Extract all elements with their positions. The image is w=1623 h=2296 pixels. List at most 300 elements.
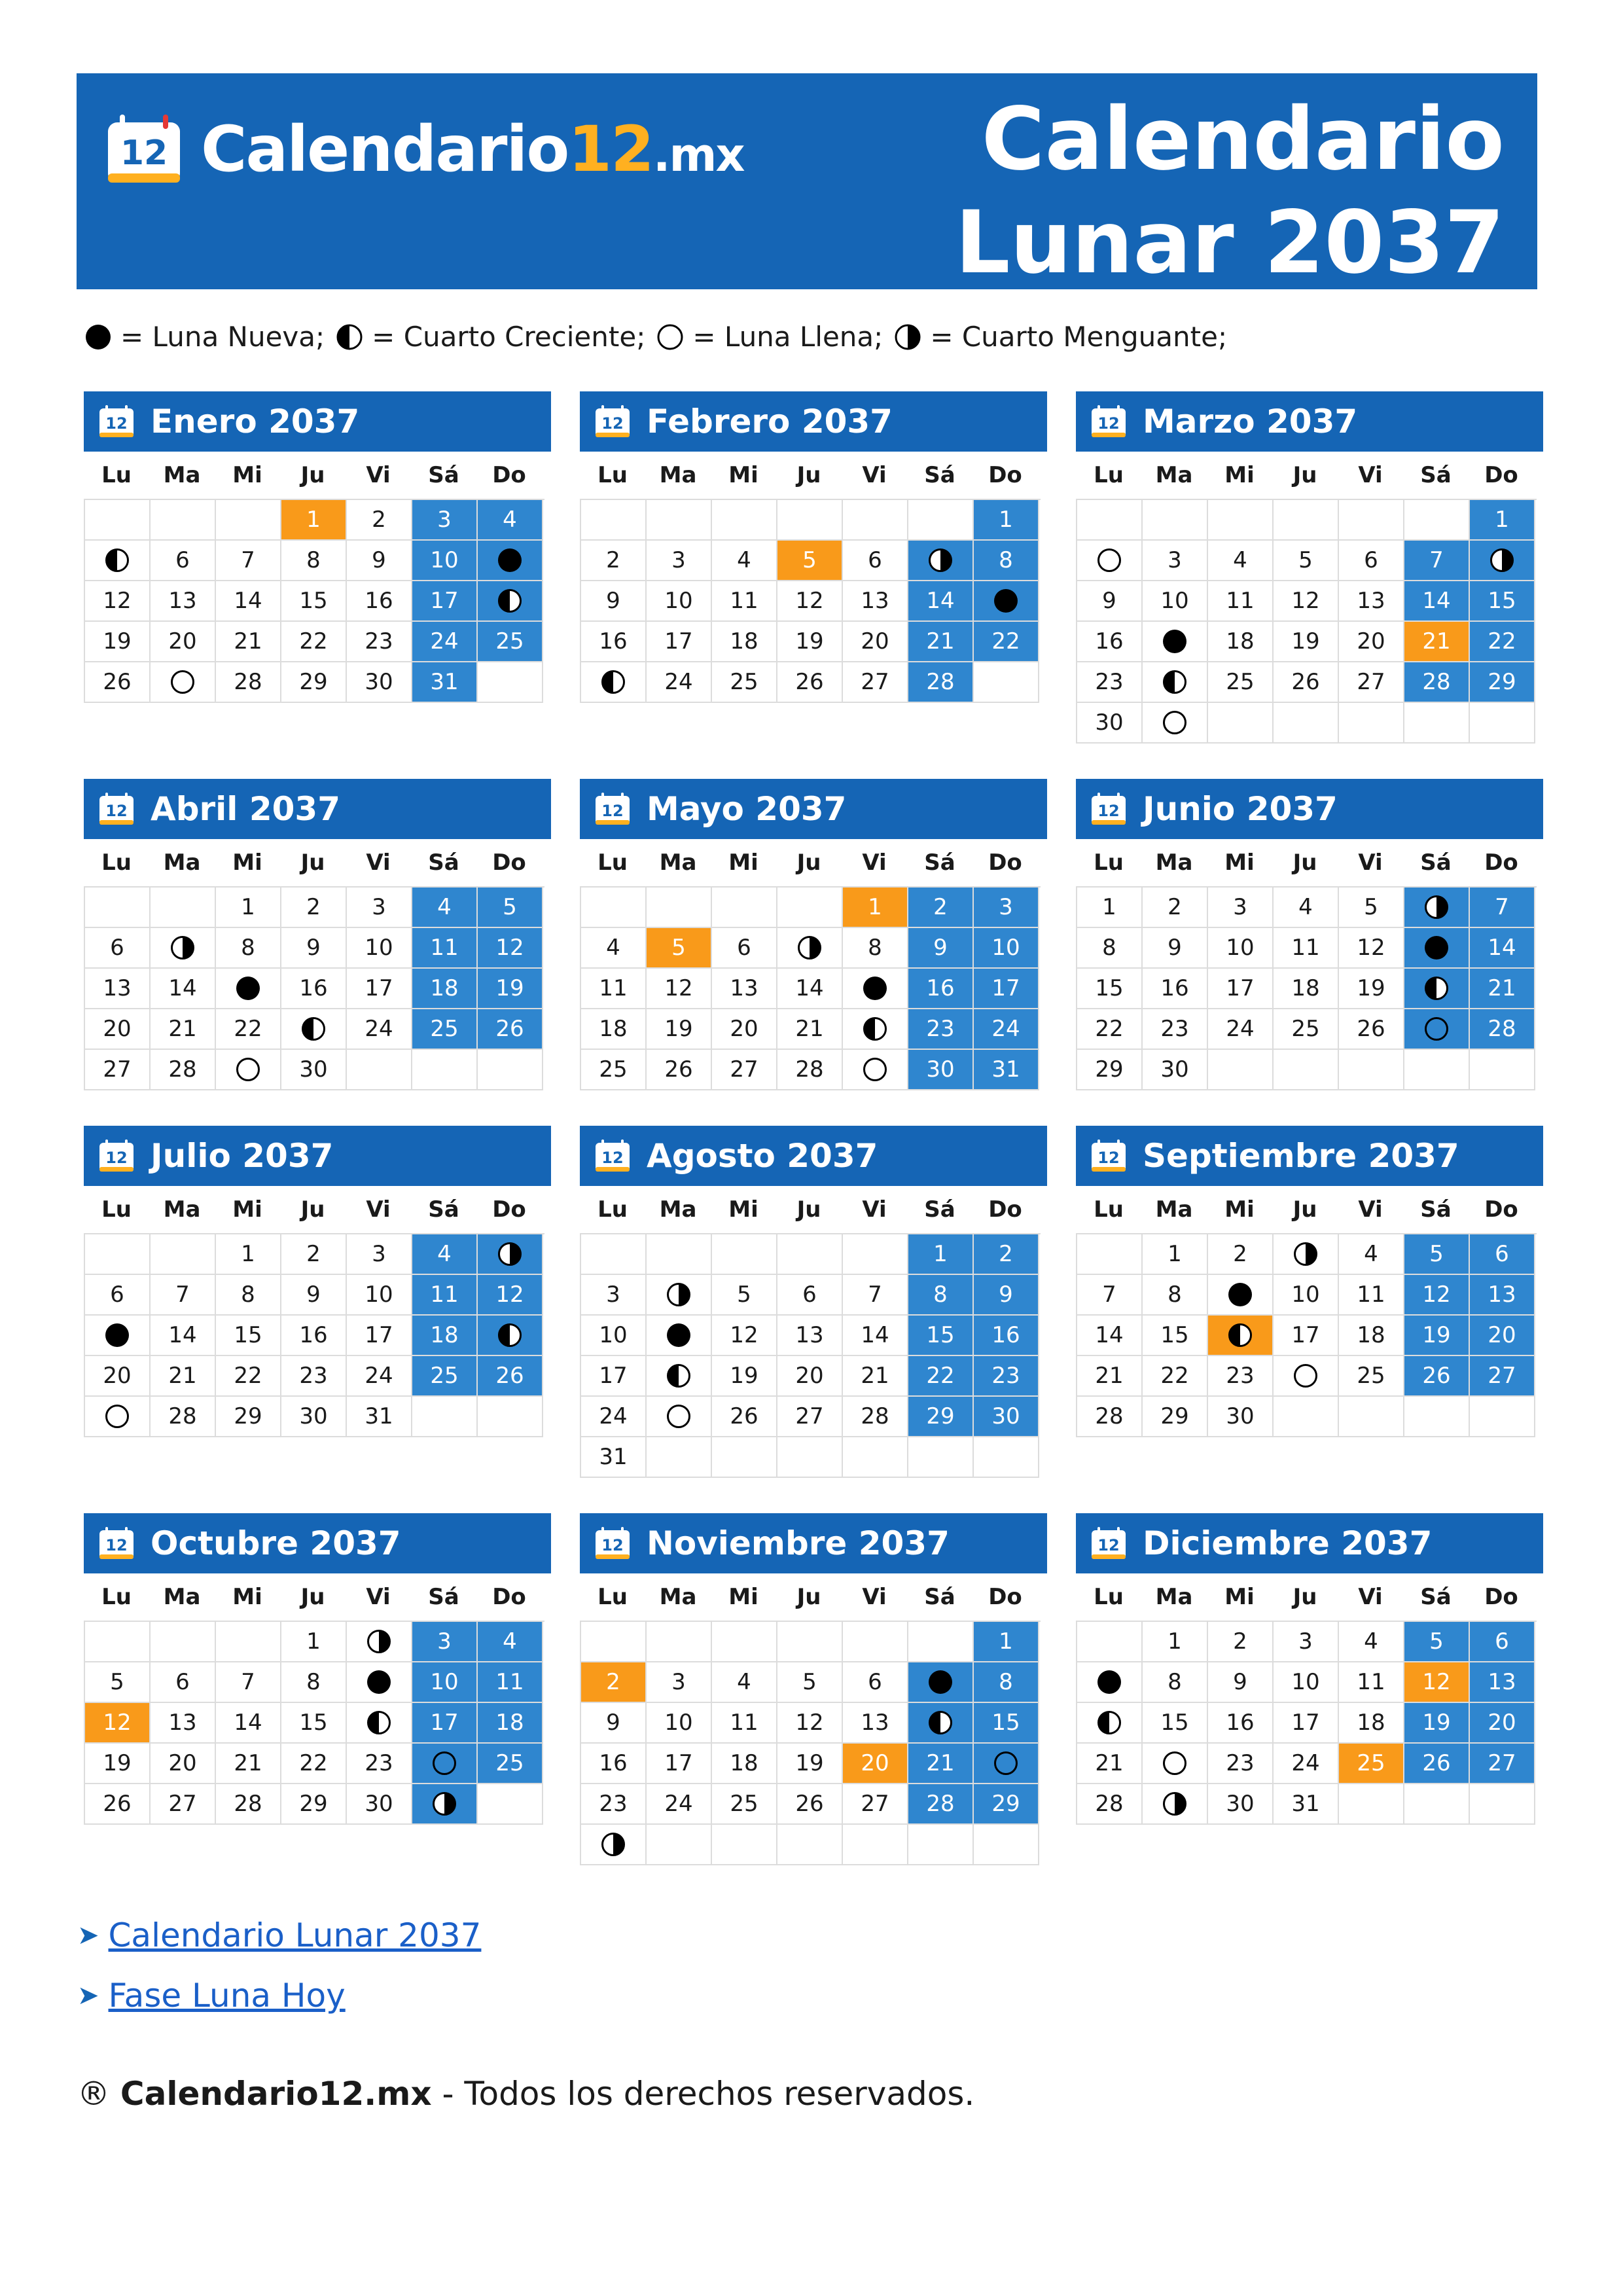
day-number: 23: [926, 1016, 955, 1042]
day-number: 1: [306, 507, 321, 533]
month-title: Enero 2037: [151, 403, 360, 440]
empty-cell: [843, 1234, 908, 1275]
day-number: 2: [1233, 1628, 1247, 1655]
day-number: 2: [1233, 1241, 1247, 1267]
day-number: 21: [1095, 1750, 1124, 1776]
day-number: 27: [861, 1791, 889, 1817]
day-number: 22: [1160, 1363, 1189, 1389]
day-cell: [1274, 1356, 1339, 1397]
day-cell: [478, 888, 543, 928]
day-number: 11: [495, 1669, 524, 1695]
day-number: 20: [168, 628, 197, 655]
day-cell: [712, 1744, 777, 1784]
weekday-label: Do: [492, 850, 526, 876]
weekday-header-row: [1076, 452, 1535, 499]
day-number: 18: [1357, 1710, 1385, 1736]
day-number: 15: [1488, 588, 1516, 614]
day-number: 9: [933, 935, 948, 961]
day-cell: [478, 928, 543, 969]
day-number: 17: [365, 1322, 393, 1348]
day-number: 20: [103, 1016, 132, 1042]
day-number: 15: [991, 1710, 1020, 1736]
full-moon-icon: [666, 1403, 692, 1429]
day-number: 25: [495, 628, 524, 655]
day-number: 2: [933, 894, 948, 920]
new-moon-icon: [1227, 1282, 1253, 1308]
month-title: Febrero 2037: [647, 403, 893, 440]
calendar-icon-wrap: [1090, 1526, 1127, 1560]
day-cell: [1339, 1703, 1404, 1744]
day-cell: [712, 928, 777, 969]
empty-cell: [412, 1050, 478, 1090]
empty-cell: [1339, 703, 1404, 744]
day-number: 29: [1488, 669, 1516, 695]
day-number: 17: [365, 975, 393, 1001]
day-number: 7: [175, 1282, 190, 1308]
day-number: 28: [795, 1056, 824, 1083]
day-cell: [478, 1662, 543, 1703]
empty-cell: [974, 1825, 1039, 1865]
day-cell: [412, 622, 478, 662]
day-number: 25: [430, 1363, 459, 1389]
day-number: 11: [1357, 1669, 1385, 1695]
empty-cell: [1208, 500, 1274, 541]
day-cell: [974, 1662, 1039, 1703]
day-number: 2: [372, 507, 386, 533]
day-cell: [1274, 1622, 1339, 1662]
day-cell: [1143, 1703, 1208, 1744]
day-cell: [151, 1356, 216, 1397]
full-moon-icon: [1293, 1363, 1319, 1389]
link-item: [77, 1978, 481, 2013]
day-number: 23: [1095, 669, 1124, 695]
day-number: 13: [861, 588, 889, 614]
day-number: 26: [795, 669, 824, 695]
day-cell: [1143, 969, 1208, 1009]
empty-cell: [712, 1437, 777, 1478]
day-cell: [347, 581, 412, 622]
day-cell: [85, 622, 151, 662]
arrow-right-icon: ➤: [77, 1981, 99, 2011]
logo-tld: .mx: [652, 128, 744, 182]
month-calendar-1: [84, 391, 551, 703]
day-number: 30: [365, 1791, 393, 1817]
day-number: 19: [1357, 975, 1385, 1001]
weekday-label: Mi: [728, 1196, 758, 1223]
day-number: 19: [795, 628, 824, 655]
day-cell: [1274, 581, 1339, 622]
day-cell: [908, 1784, 974, 1825]
day-number: 30: [1095, 709, 1124, 736]
day-cell: [1143, 1234, 1208, 1275]
weekday-label: Vi: [366, 1196, 391, 1223]
day-cell: [216, 1662, 281, 1703]
day-number: 26: [1291, 669, 1320, 695]
first-quarter-moon-icon: [335, 323, 364, 351]
weekday-label: Ju: [300, 462, 325, 488]
weekday-label: Sá: [924, 1196, 955, 1223]
day-number: 22: [299, 1750, 328, 1776]
day-cell: [281, 1050, 347, 1090]
day-number: 6: [868, 547, 882, 573]
day-cell: [974, 1703, 1039, 1744]
day-number: 17: [1291, 1710, 1320, 1736]
day-cell: [777, 1275, 843, 1316]
day-cell: [908, 928, 974, 969]
full-moon-icon: [235, 1056, 261, 1083]
weekday-label: Mi: [728, 1584, 758, 1610]
day-number: 14: [234, 588, 262, 614]
day-number: 6: [110, 1282, 124, 1308]
weekday-label: Lu: [597, 1584, 628, 1610]
day-cell: [347, 1009, 412, 1050]
day-number: 6: [737, 935, 751, 961]
day-cell: [347, 1275, 412, 1316]
day-cell: [974, 928, 1039, 969]
day-cell: [647, 1356, 712, 1397]
day-cell: [1208, 581, 1274, 622]
day-cell: [1404, 928, 1470, 969]
weekday-label: Sá: [924, 1584, 955, 1610]
day-cell: [647, 1397, 712, 1437]
weekday-label: Mi: [728, 462, 758, 488]
day-cell: [216, 888, 281, 928]
day-cell: [647, 1316, 712, 1356]
day-number: 19: [103, 628, 132, 655]
day-number: 28: [168, 1056, 197, 1083]
day-cell: [1077, 581, 1143, 622]
month-calendar-2: [580, 391, 1047, 703]
day-grid: [1076, 886, 1537, 1090]
day-number: 5: [503, 894, 517, 920]
day-cell: [412, 1662, 478, 1703]
day-number: 16: [299, 975, 328, 1001]
day-number: 14: [926, 588, 955, 614]
day-number: 12: [495, 935, 524, 961]
day-cell: [1274, 1234, 1339, 1275]
first-quarter-moon-icon: [600, 669, 626, 695]
day-number: 23: [1226, 1750, 1255, 1776]
day-number: 10: [365, 1282, 393, 1308]
day-number: 12: [1422, 1669, 1451, 1695]
month-title: Marzo 2037: [1143, 403, 1358, 440]
day-cell: [647, 1009, 712, 1050]
empty-cell: [1274, 1050, 1339, 1090]
day-cell: [412, 662, 478, 703]
day-number: 3: [1298, 1628, 1313, 1655]
day-cell: [908, 1316, 974, 1356]
registered-symbol: ®: [77, 2075, 110, 2113]
day-cell: [216, 662, 281, 703]
day-number: 13: [1488, 1282, 1516, 1308]
day-cell: [843, 1784, 908, 1825]
day-number: 20: [730, 1016, 758, 1042]
day-cell: [1470, 1009, 1535, 1050]
day-cell: [412, 888, 478, 928]
day-cell: [1143, 1744, 1208, 1784]
new-moon-icon: [993, 588, 1019, 614]
day-cell: [1404, 1703, 1470, 1744]
day-number: 17: [1291, 1322, 1320, 1348]
empty-cell: [581, 888, 647, 928]
empty-cell: [151, 1622, 216, 1662]
day-cell: [1339, 1009, 1404, 1050]
day-cell: [216, 1784, 281, 1825]
day-cell: [843, 541, 908, 581]
day-number: 13: [795, 1322, 824, 1348]
day-cell: [1470, 969, 1535, 1009]
day-cell: [151, 928, 216, 969]
day-cell: [777, 1703, 843, 1744]
day-cell: [843, 928, 908, 969]
day-number: 23: [599, 1791, 628, 1817]
day-number: 30: [926, 1056, 955, 1083]
month-title: Abril 2037: [151, 790, 340, 828]
day-cell: [647, 1784, 712, 1825]
svg-text:12: 12: [105, 802, 128, 820]
day-number: 27: [1357, 669, 1385, 695]
day-cell: [1470, 928, 1535, 969]
empty-cell: [85, 1622, 151, 1662]
empty-cell: [974, 1437, 1039, 1478]
day-cell: [412, 1234, 478, 1275]
new-moon-icon: [862, 975, 888, 1001]
day-number: 18: [430, 975, 459, 1001]
day-cell: [581, 1784, 647, 1825]
link-calendario-lunar[interactable]: Calendario Lunar 2037: [108, 1916, 482, 1954]
day-cell: [908, 622, 974, 662]
day-cell: [1077, 1662, 1143, 1703]
day-number: 5: [1364, 894, 1378, 920]
day-cell: [151, 1009, 216, 1050]
calendar-icon-wrap: [1090, 404, 1127, 439]
day-cell: [908, 888, 974, 928]
day-cell: [412, 1356, 478, 1397]
empty-cell: [1339, 1050, 1404, 1090]
month-header: [1076, 1513, 1543, 1573]
day-cell: [1143, 1622, 1208, 1662]
weekday-label: Ma: [163, 462, 201, 488]
page-title-line1: Calendario: [981, 89, 1505, 190]
last-quarter-moon-icon: [1293, 1241, 1319, 1267]
day-number: 10: [1226, 935, 1255, 961]
calendar-icon-wrap: [594, 1139, 631, 1173]
day-cell: [843, 1009, 908, 1050]
day-cell: [843, 1662, 908, 1703]
day-number: 19: [795, 1750, 824, 1776]
day-number: 23: [991, 1363, 1020, 1389]
day-cell: [347, 1622, 412, 1662]
month-header: [580, 1126, 1047, 1186]
day-cell: [777, 1784, 843, 1825]
weekday-label: Vi: [1358, 1196, 1383, 1223]
month-title: Julio 2037: [151, 1137, 334, 1175]
day-cell: [647, 1050, 712, 1090]
day-cell: [843, 1744, 908, 1784]
day-number: 17: [664, 628, 693, 655]
day-cell: [85, 1316, 151, 1356]
day-number: 3: [999, 894, 1013, 920]
empty-cell: [478, 1784, 543, 1825]
day-number: 17: [991, 975, 1020, 1001]
weekday-label: Sá: [428, 462, 459, 488]
day-number: 14: [168, 975, 197, 1001]
day-cell: [1404, 1234, 1470, 1275]
day-number: 18: [430, 1322, 459, 1348]
empty-cell: [85, 888, 151, 928]
day-number: 8: [306, 547, 321, 573]
day-number: 8: [1102, 935, 1116, 961]
day-cell: [151, 662, 216, 703]
weekday-label: Do: [492, 1584, 526, 1610]
day-number: 14: [861, 1322, 889, 1348]
weekday-label: Do: [1484, 1196, 1518, 1223]
day-cell: [85, 541, 151, 581]
day-cell: [777, 581, 843, 622]
day-cell: [843, 581, 908, 622]
day-number: 13: [1357, 588, 1385, 614]
empty-cell: [151, 888, 216, 928]
day-number: 18: [1226, 628, 1255, 655]
day-number: 4: [737, 1669, 751, 1695]
new-moon-icon: [104, 1322, 130, 1348]
day-cell: [347, 1356, 412, 1397]
day-number: 25: [495, 1750, 524, 1776]
day-cell: [843, 1316, 908, 1356]
weekday-label: Mi: [1224, 1196, 1255, 1223]
day-cell: [281, 1234, 347, 1275]
day-number: 13: [103, 975, 132, 1001]
empty-cell: [1208, 703, 1274, 744]
day-number: 24: [664, 1791, 693, 1817]
day-number: 27: [1488, 1750, 1516, 1776]
day-number: 14: [168, 1322, 197, 1348]
day-number: 26: [1357, 1016, 1385, 1042]
day-number: 8: [868, 935, 882, 961]
day-cell: [581, 1744, 647, 1784]
day-number: 12: [1357, 935, 1385, 961]
weekday-label: Vi: [366, 1584, 391, 1610]
day-cell: [216, 1316, 281, 1356]
weekday-label: Lu: [1094, 1584, 1124, 1610]
day-number: 10: [1291, 1282, 1320, 1308]
month-header: [1076, 391, 1543, 452]
site-logo[interactable]: [105, 110, 744, 188]
day-number: 29: [1160, 1403, 1189, 1429]
day-number: 24: [991, 1016, 1020, 1042]
day-number: 19: [730, 1363, 758, 1389]
day-cell: [1470, 1234, 1535, 1275]
day-number: 26: [1422, 1750, 1451, 1776]
day-cell: [1143, 703, 1208, 744]
day-cell: [281, 1356, 347, 1397]
day-number: 22: [1488, 628, 1516, 655]
day-number: 7: [1429, 547, 1444, 573]
day-number: 27: [861, 669, 889, 695]
day-cell: [151, 1275, 216, 1316]
day-number: 29: [299, 1791, 328, 1817]
link-fase-luna-hoy[interactable]: Fase Luna Hoy: [108, 1977, 346, 2015]
day-number: 28: [1095, 1403, 1124, 1429]
empty-cell: [908, 1825, 974, 1865]
day-cell: [85, 1275, 151, 1316]
day-number: 20: [861, 1750, 889, 1776]
month-header: [1076, 779, 1543, 839]
day-cell: [974, 969, 1039, 1009]
day-cell: [974, 1356, 1039, 1397]
day-cell: [712, 1784, 777, 1825]
empty-cell: [478, 1397, 543, 1437]
last-quarter-moon-icon: [497, 1241, 523, 1267]
calendar-icon: [1090, 404, 1127, 439]
day-number: 1: [1102, 894, 1116, 920]
day-cell: [412, 581, 478, 622]
day-number: 17: [430, 1710, 459, 1736]
day-grid: [84, 1233, 544, 1437]
day-number: 3: [372, 894, 386, 920]
day-cell: [712, 581, 777, 622]
day-cell: [151, 969, 216, 1009]
day-cell: [581, 662, 647, 703]
empty-cell: [908, 1437, 974, 1478]
full-moon-icon: [104, 1403, 130, 1429]
day-number: 11: [730, 588, 758, 614]
day-cell: [1208, 928, 1274, 969]
day-number: 4: [503, 1628, 517, 1655]
day-cell: [1339, 1316, 1404, 1356]
day-number: 14: [234, 1710, 262, 1736]
full-moon-icon: [1162, 1750, 1188, 1776]
weekday-label: Mi: [728, 850, 758, 876]
weekday-label: Vi: [366, 462, 391, 488]
day-cell: [1208, 1316, 1274, 1356]
month-title: Noviembre 2037: [647, 1524, 950, 1562]
day-cell: [712, 1050, 777, 1090]
day-number: 31: [430, 669, 459, 695]
day-cell: [581, 928, 647, 969]
day-number: 24: [664, 669, 693, 695]
day-number: 7: [868, 1282, 882, 1308]
day-number: 20: [1488, 1322, 1516, 1348]
day-cell: [974, 500, 1039, 541]
weekday-label: Ju: [1293, 462, 1317, 488]
day-cell: [151, 1397, 216, 1437]
day-number: 15: [299, 588, 328, 614]
day-cell: [1470, 500, 1535, 541]
day-cell: [1404, 1744, 1470, 1784]
day-number: 25: [1291, 1016, 1320, 1042]
calendar-icon-wrap: [1090, 792, 1127, 826]
first-quarter-moon-icon: [1096, 1710, 1122, 1736]
day-number: 8: [241, 935, 255, 961]
day-number: 16: [926, 975, 955, 1001]
day-cell: [647, 541, 712, 581]
weekday-label: Ju: [1293, 1196, 1317, 1223]
day-grid: [84, 886, 544, 1090]
day-cell: [1143, 928, 1208, 969]
weekday-label: Lu: [1094, 850, 1124, 876]
day-cell: [347, 888, 412, 928]
weekday-label: Ju: [796, 850, 821, 876]
day-cell: [478, 1316, 543, 1356]
day-number: 28: [1488, 1016, 1516, 1042]
weekday-label: Vi: [366, 850, 391, 876]
first-quarter-moon-icon: [862, 1016, 888, 1042]
day-number: 9: [1102, 588, 1116, 614]
empty-cell: [777, 1437, 843, 1478]
day-number: 5: [802, 1669, 817, 1695]
empty-cell: [581, 1622, 647, 1662]
